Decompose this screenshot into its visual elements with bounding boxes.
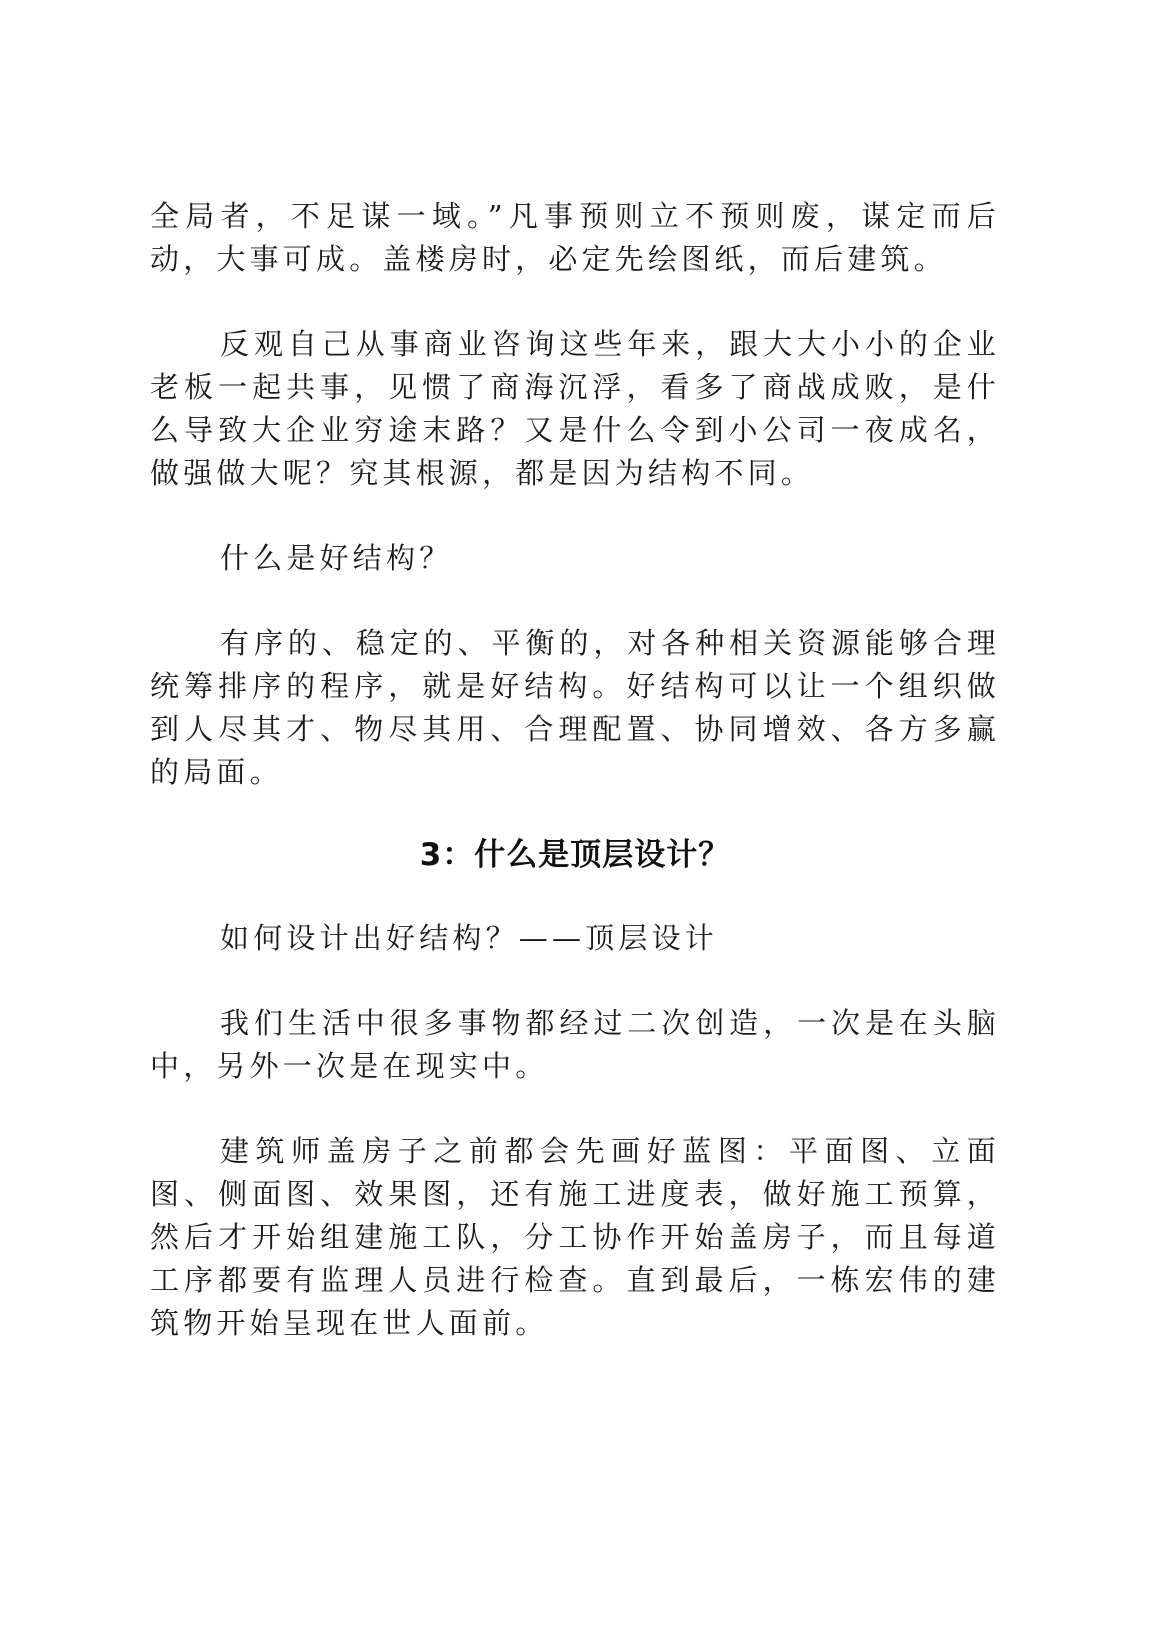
paragraph-spacer — [150, 960, 1000, 1002]
paragraph-spacer — [150, 580, 1000, 622]
paragraph-good-structure: 有序的、稳定的、平衡的，对各种相关资源能够合理统筹排序的程序，就是好结构。好结构可以让一个组织做到人尽其才、物尽其用、合理配置、协同增效、各方多赢的局面。 — [150, 626, 1000, 789]
paragraph-spacer — [150, 495, 1000, 537]
paragraph-consulting-experience: 反观自己从事商业咨询这些年来，跟大大小小的企业老板一起共事，见惯了商海沉浮，看多了商战成败，是什么导致大企业穷途末路？又是什么令到小公司一夜成名，做强做大呢？究其根源，都是因为结构不同。 — [150, 327, 1000, 490]
paragraph-spacer — [150, 877, 1000, 917]
paragraph-spacer — [150, 281, 1000, 323]
section-heading: 3：什么是顶层设计？ — [419, 837, 731, 873]
paragraph-top-level-design: 如何设计出好结构？——顶层设计 — [220, 921, 719, 955]
document-page — [150, 195, 1000, 1345]
paragraph-question: 什么是好结构？ — [220, 541, 453, 575]
paragraph-continued: 全局者，不足谋一域。”凡事预则立不预则废，谋定而后动，大事可成。盖楼房时，必定先绘图纸，而后建筑。 — [150, 199, 1000, 276]
paragraph-two-creations: 我们生活中很多事物都经过二次创造，一次是在头脑中，另外一次是在现实中。 — [150, 1006, 1000, 1083]
paragraph-spacer — [150, 794, 1000, 834]
paragraph-spacer — [150, 1088, 1000, 1130]
paragraph-architect: 建筑师盖房子之前都会先画好蓝图：平面图、立面图、侧面图、效果图，还有施工进度表，做好施工预算，然后才开始组建施工队，分工协作开始盖房子，而且每道工序都要有监理人员进行检查。直到最后，一栋宏伟的建筑物开始呈现在世人面前。 — [150, 1134, 1000, 1340]
